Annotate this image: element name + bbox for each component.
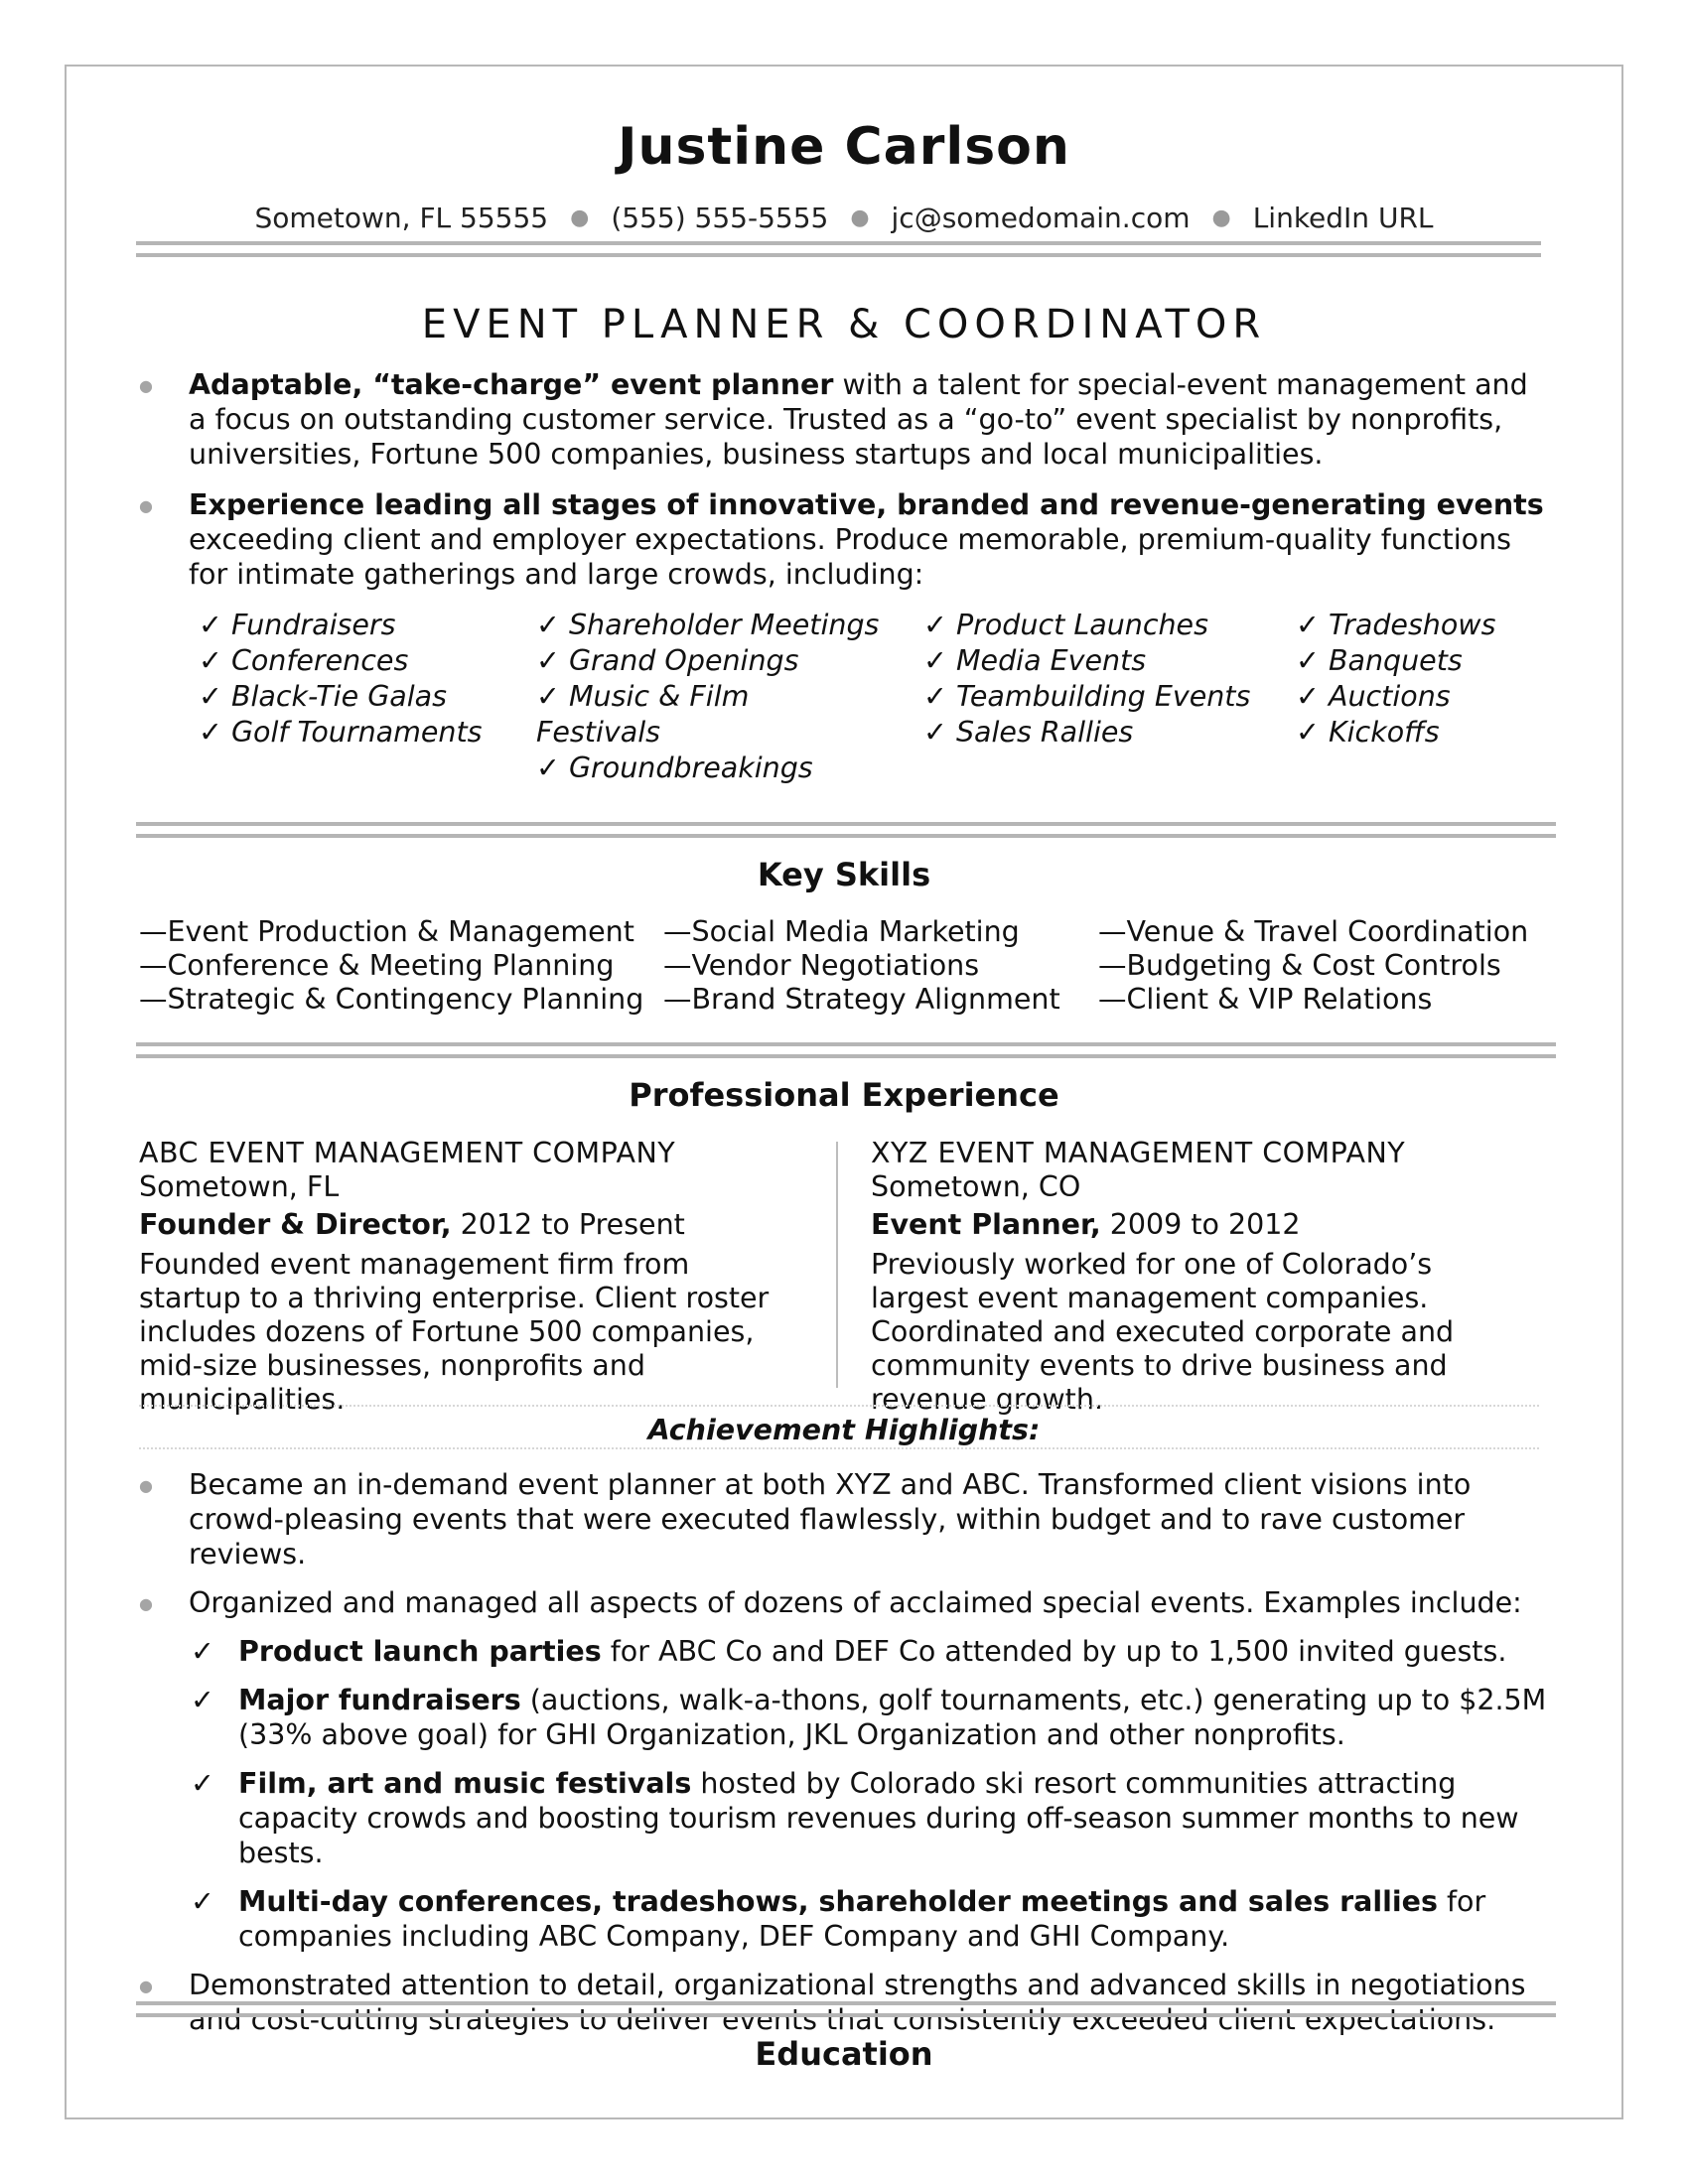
event-item: ✓ Sales Rallies: [923, 715, 1296, 751]
example-item: [189, 1766, 1549, 1870]
event-column: [923, 608, 1296, 786]
summary-bullet-bold: Experience leading all stages of innovative, branded and revenue-generating events: [189, 488, 1544, 521]
summary-bullet-text: with a talent for special-event management and a focus on outstanding customer service. Trusted as a “go-to” event specialist by nonprofits, universities, Fortune 500 companies, business startups and local municipalities.: [189, 368, 1528, 471]
company-location: Sometown, CO: [871, 1170, 1081, 1203]
event-item: ✓ Banquets: [1296, 643, 1524, 679]
contact-line: [0, 202, 1688, 234]
event-item: ✓ Auctions: [1296, 679, 1524, 715]
event-item: ✓ Media Events: [923, 643, 1296, 679]
skills-column: [663, 915, 1098, 1017]
skill-item: — Strategic & Contingency Planning: [139, 983, 663, 1017]
section-divider: [136, 1042, 1556, 1058]
example-bold: Multi-day conferences, tradeshows, shareholder meetings and sales rallies: [238, 1885, 1438, 1918]
example-bold: Product launch parties: [238, 1635, 602, 1668]
bullet-dot-icon: ●: [570, 205, 590, 230]
skill-item: — Budgeting & Cost Controls: [1098, 949, 1565, 983]
job-description: Founded event management firm from startup to a thriving enterprise. Client roster includes dozens of Fortune 500 companies, mid-size businesses, nonprofits and municipalities.: [139, 1248, 770, 1416]
example-text: for companies including ABC Company, DEF Company and GHI Company.: [238, 1885, 1486, 1953]
key-skills-list: [139, 915, 1579, 1017]
example-item: [189, 1634, 1549, 1669]
event-item: ✓ Grand Openings: [536, 643, 923, 679]
role-title: Event Planner,: [871, 1208, 1101, 1241]
bullet-dot-icon: ●: [1211, 205, 1231, 230]
example-bold: Major fundraisers: [238, 1684, 521, 1716]
company-name: ABC EVENT MANAGEMENT COMPANY: [139, 1137, 676, 1169]
event-item: ✓ Product Launches: [923, 608, 1296, 643]
summary-bullet-text: exceeding client and employer expectations. Produce memorable, premium-quality functions for intimate gatherings and large crowds, including:: [189, 523, 1511, 591]
event-item: ✓ Music & Film Festivals: [536, 679, 794, 751]
summary-bullet: [139, 487, 1549, 592]
company-name: XYZ EVENT MANAGEMENT COMPANY: [871, 1137, 1406, 1169]
event-types-list: [199, 608, 1529, 786]
job-abc: [139, 1137, 794, 1417]
skills-column: [1098, 915, 1565, 1017]
section-divider: [136, 2001, 1556, 2017]
contact-location: Sometown, FL 55555: [254, 202, 549, 234]
example-bold: Film, art and music festivals: [238, 1767, 692, 1800]
column-divider: [836, 1142, 838, 1388]
job-title: EVENT PLANNER & COORDINATOR: [421, 302, 1267, 347]
achievement-bullet: ● Became an in-demand event planner at both XYZ and ABC. Transformed client visions into crowd-pleasing events that were executed flawlessly, within budget and to rave customer reviews.: [139, 1467, 1549, 1571]
dotted-divider: [139, 1447, 1539, 1449]
event-item: ✓ Kickoffs: [1296, 715, 1524, 751]
role-title: Founder & Director,: [139, 1208, 452, 1241]
event-column: [199, 608, 536, 786]
event-item: ✓ Fundraisers: [199, 608, 536, 643]
key-skills-heading: Key Skills: [757, 856, 931, 893]
role-dates: 2012 to Present: [451, 1208, 685, 1241]
event-item: ✓ Golf Tournaments: [199, 715, 536, 751]
job-role: [139, 1208, 794, 1242]
event-item: ✓ Groundbreakings: [536, 751, 923, 786]
skill-item: — Event Production & Management: [139, 915, 663, 949]
event-item: ✓ Tradeshows: [1296, 608, 1524, 643]
event-item: ✓ Conferences: [199, 643, 536, 679]
skill-item: — Conference & Meeting Planning: [139, 949, 663, 983]
example-item: [189, 1884, 1549, 1954]
section-divider: [136, 822, 1556, 838]
job-role: [871, 1208, 1526, 1242]
summary-bullet: [139, 367, 1549, 472]
event-item: ✓ Teambuilding Events: [923, 679, 1296, 715]
contact-email: jc@somedomain.com: [891, 202, 1191, 234]
example-text: hosted by Colorado ski resort communities attracting capacity crowds and boosting tourism revenues during off-season summer months to new bests.: [238, 1767, 1519, 1869]
skill-item: — Venue & Travel Coordination: [1098, 915, 1565, 949]
event-item: ✓ Shareholder Meetings: [536, 608, 923, 643]
experience-heading: Professional Experience: [629, 1076, 1059, 1114]
achievement-bullets: [139, 1467, 1549, 2051]
contact-linkedin: LinkedIn URL: [1252, 202, 1434, 234]
job-xyz: [871, 1137, 1526, 1417]
candidate-name: Justine Carlson: [618, 117, 1070, 177]
job-description: Previously worked for one of Colorado’s largest event management companies. Coordinated and executed corporate and community events to drive business and revenue growth.: [871, 1248, 1455, 1416]
achievement-examples: [189, 1634, 1549, 1954]
contact-phone: (555) 555-5555: [611, 202, 829, 234]
achievements-heading: Achievement Highlights:: [647, 1414, 1041, 1446]
summary-bullets: [139, 367, 1549, 606]
example-item: [189, 1683, 1549, 1752]
event-column: [1296, 608, 1524, 786]
skills-column: [139, 915, 663, 1017]
skill-item: — Client & VIP Relations: [1098, 983, 1565, 1017]
example-text: (auctions, walk-a-thons, golf tournaments, etc.) generating up to $2.5M (33% above goal) for GHI Organization, JKL Organization and other nonprofits.: [238, 1684, 1547, 1751]
role-dates: 2009 to 2012: [1100, 1208, 1301, 1241]
dotted-divider: [139, 1405, 1539, 1407]
summary-bullet-bold: Adaptable, “take-charge” event planner: [189, 368, 834, 401]
bullet-dot-icon: ●: [850, 205, 870, 230]
header-divider: [136, 241, 1541, 257]
example-text: for ABC Co and DEF Co attended by up to 1,500 invited guests.: [601, 1635, 1507, 1668]
company-location: Sometown, FL: [139, 1170, 340, 1203]
skill-item: — Vendor Negotiations: [663, 949, 1098, 983]
achievement-bullet: ● Demonstrated attention to detail, organizational strengths and advanced skills in negotiations and cost-cutting strategies to deliver events that consistently exceeded client expectations.: [139, 1968, 1549, 2037]
skill-item: — Brand Strategy Alignment: [663, 983, 1098, 1017]
achievement-bullet: ● Organized and managed all aspects of dozens of acclaimed special events. Examples include:: [139, 1585, 1549, 1620]
skill-item: — Social Media Marketing: [663, 915, 1098, 949]
event-item: ✓ Black-Tie Galas: [199, 679, 536, 715]
education-heading: Education: [755, 2035, 933, 2073]
event-column: [536, 608, 923, 786]
